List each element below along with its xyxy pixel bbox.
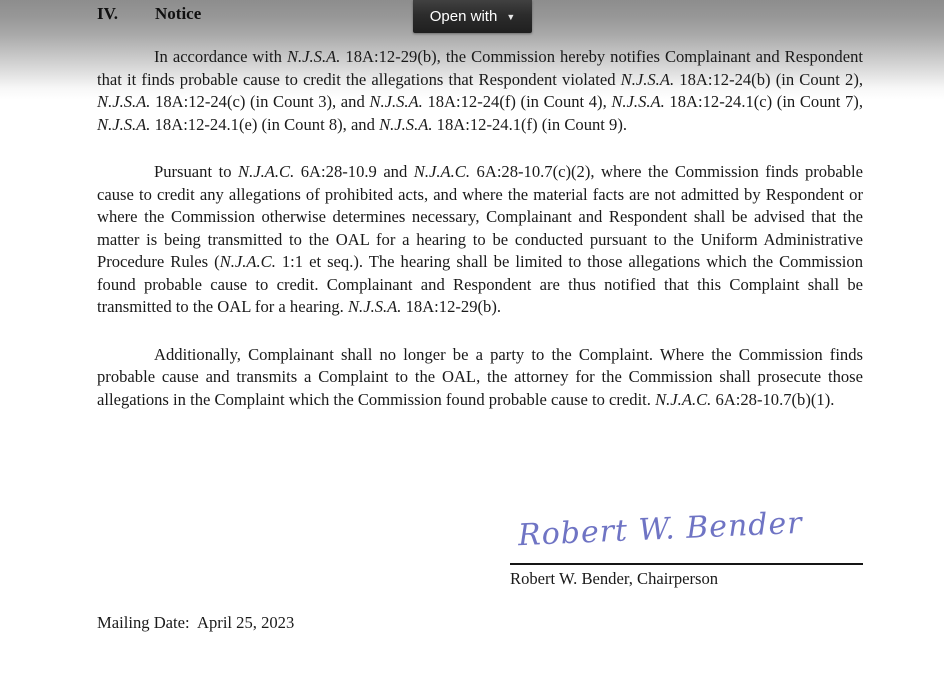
body-text: 18A:12-29(b), the Commission hereby notifies Complainant and Respondent that it finds probable cause to credit the allegations that Respondent violated <box>97 47 863 89</box>
citation-text: N.J.S.A. <box>379 114 433 134</box>
body-text: 18A:12-29(b). <box>401 297 501 316</box>
citation-text: N.J.S.A. <box>611 92 665 111</box>
body-text: In accordance with <box>154 47 287 66</box>
body-text: 18A:12-24.1(f) (in Count 9). <box>432 114 628 134</box>
citation-text: N.J.S.A. <box>97 114 151 134</box>
body-text: 18A:12-24(b) (in Count 2), <box>674 69 863 89</box>
signature-typed-name: Robert W. Bender, Chairperson <box>510 569 719 588</box>
body-text: Pursuant to <box>154 162 239 181</box>
citation-text: N.J.A.C. <box>238 162 295 181</box>
body-text: 1:1 et seq.). The hearing shall be limited to those allegations which the Commission found probable cause to credit. Complainant and Respondent are thus notified that this Complaint shall be transmitted to the OAL for a hearing. <box>97 252 863 316</box>
chevron-down-icon: ▼ <box>506 12 516 22</box>
body-text: 18A:12-24.1(e) (in Count 8), and <box>150 114 380 134</box>
paragraph <box>97 344 863 412</box>
body-text: 6A:28-10.9 and <box>294 162 414 181</box>
signature-line <box>510 563 863 565</box>
citation-text: N.J.S.A. <box>369 92 423 111</box>
mailing-date: Mailing Date: April 25, 2023 <box>97 613 295 632</box>
citation-text: N.J.S.A. <box>620 69 675 89</box>
body-text: 6A:28-10.7(c)(2), where the Commission finds probable cause to credit any allegations of prohibited acts, and where the material facts are not admitted by Respondent or where the Commission otherwise determines necessary, Complainant and Respondent shall be advised that the matter is being transmitted to the OAL for a hearing to be conducted pursuant to the Uniform Administrative Procedure Rules ( <box>97 162 863 271</box>
section-title: Notice <box>155 4 202 23</box>
body-text: 18A:12-24(f) (in Count 4), <box>422 92 612 111</box>
signature-handwriting: Robert W. Bender <box>517 505 804 554</box>
citation-text: N.J.A.C. <box>219 252 276 271</box>
body-text: 18A:12-24.1(c) (in Count 7), <box>664 92 863 111</box>
paragraph <box>97 46 863 136</box>
body-text: 6A:28-10.7(b)(1). <box>711 389 835 409</box>
paragraph <box>97 161 863 319</box>
section-heading <box>97 4 201 24</box>
citation-text: N.J.S.A. <box>97 92 151 111</box>
citation-text: N.J.S.A. <box>347 297 402 316</box>
document-page <box>97 46 863 411</box>
citation-text: N.J.S.A. <box>286 47 341 66</box>
section-number: IV. <box>97 4 118 23</box>
open-with-button[interactable] <box>413 0 532 33</box>
citation-text: N.J.A.C. <box>655 389 712 409</box>
citation-text: N.J.A.C. <box>413 162 471 181</box>
body-text: Additionally, Complainant shall no longer be a party to the Complaint. Where the Commission finds probable cause and transmits a Complaint to the OAL, the attorney for the Commission shall prosecute those allegations in the Complaint which the Commission found probable cause to credit. <box>97 344 863 409</box>
open-with-label: Open with <box>429 8 498 25</box>
body-text: 18A:12-24(c) (in Count 3), and <box>150 92 370 111</box>
